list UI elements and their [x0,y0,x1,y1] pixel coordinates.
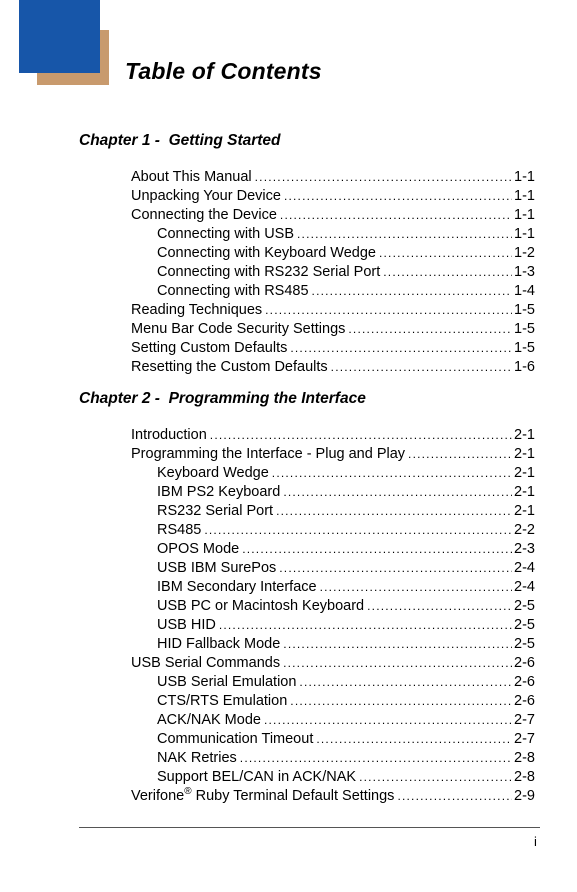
toc-entry[interactable] [157,635,535,654]
toc-entry-page: 2-4 [514,560,535,576]
toc-entry-label: OPOS Mode [157,541,240,557]
toc-entry-page: 2-6 [514,674,535,690]
toc-entry[interactable] [131,358,535,377]
toc-entry-page: 2-1 [514,484,535,500]
toc-entry[interactable] [157,263,535,282]
toc-entry-label: ACK/NAK Mode [157,712,261,728]
toc-entry-label: Connecting with Keyboard Wedge [157,245,376,261]
toc-entry-page: 1-5 [514,340,535,356]
toc-entry[interactable] [157,616,535,635]
toc-entry-label: IBM Secondary Interface [157,579,317,595]
toc-entry[interactable] [157,692,535,711]
toc-entry-label: CTS/RTS Emulation [157,693,288,709]
toc-entry-page: 2-9 [514,788,535,804]
toc-entry-label: Menu Bar Code Security Settings [131,321,346,337]
toc-entry[interactable] [157,483,535,502]
logo-blue-block [19,0,100,73]
toc-entry-page: 2-8 [514,769,535,785]
toc-entry-page: 2-7 [514,731,535,747]
toc-entry[interactable] [131,654,535,673]
toc-entry-label: USB PC or Macintosh Keyboard [157,598,365,614]
toc-entry[interactable] [131,301,535,320]
verifone-label: Verifone [131,788,185,804]
toc-entry-page: 1-1 [514,207,535,223]
toc-entry[interactable] [157,730,535,749]
toc-entry-label [131,787,394,806]
toc-entry-label: RS485 [157,522,202,538]
toc-entry-label: Communication Timeout [157,731,314,747]
toc-entry-label: Unpacking Your Device [131,188,281,204]
toc-entry-page: 2-6 [514,655,535,671]
toc-entry-label: Connecting with RS485 [157,283,309,299]
toc-entry-page: 2-3 [514,541,535,557]
toc-entry-label: Connecting with RS232 Serial Port [157,264,381,280]
toc-entry-page: 2-5 [514,598,535,614]
toc-entry-page: 2-5 [514,617,535,633]
toc-entry-label: USB Serial Commands [131,655,281,671]
toc-entry-label: Resetting the Custom Defaults [131,359,328,375]
toc-entry-page: 1-1 [514,188,535,204]
toc-entry-page: 1-1 [514,226,535,242]
toc-entry[interactable] [157,597,535,616]
toc-entry-page: 1-2 [514,245,535,261]
toc-entry-label: USB IBM SurePos [157,560,277,576]
toc-entry-page: 2-2 [514,522,535,538]
toc-entry-label: About This Manual [131,169,252,185]
toc-entry-label: RS232 Serial Port [157,503,274,519]
toc-entry[interactable] [157,540,535,559]
toc-entry[interactable] [157,464,535,483]
toc-entry[interactable] [131,206,535,225]
toc-entry[interactable] [131,339,535,358]
toc-entry[interactable] [131,787,535,806]
toc-entry[interactable] [157,244,535,263]
toc-entry[interactable] [131,426,535,445]
toc-entry-page: 2-1 [514,446,535,462]
toc-entry[interactable] [157,282,535,301]
toc-entry-page: 1-1 [514,169,535,185]
toc-entry-page: 1-6 [514,359,535,375]
toc-entry-page: 2-8 [514,750,535,766]
toc-entry[interactable] [131,168,535,187]
toc-entry[interactable] [157,749,535,768]
toc-entry[interactable] [157,578,535,597]
toc-entry-label: HID Fallback Mode [157,636,281,652]
verifone-label-suffix: Ruby Terminal Default Settings [191,788,395,804]
toc-entry-label: Connecting with USB [157,226,295,242]
toc-entry-label: Reading Techniques [131,302,263,318]
toc-entry-page: 2-1 [514,503,535,519]
toc-entry-page: 2-6 [514,693,535,709]
toc-entry[interactable] [157,502,535,521]
toc-entry-page: 2-4 [514,579,535,595]
toc-entry-page: 1-5 [514,321,535,337]
toc-entry-label: Keyboard Wedge [157,465,269,481]
toc-entry-page: 1-4 [514,283,535,299]
toc-entry-page: 1-5 [514,302,535,318]
chapter-2-heading: Chapter 2 - Programming the Interface [79,390,366,407]
toc-entry[interactable] [157,768,535,787]
toc-entry-page: 2-1 [514,465,535,481]
page-title: Table of Contents [125,58,322,84]
toc-entry-label: Programming the Interface - Plug and Play [131,446,406,462]
toc-entry[interactable] [131,187,535,206]
toc-entry-label: IBM PS2 Keyboard [157,484,281,500]
toc-entry-page: 2-5 [514,636,535,652]
chapter-1-heading: Chapter 1 - Getting Started [79,132,281,149]
toc-entry-label: Setting Custom Defaults [131,340,288,356]
toc-entry[interactable] [157,711,535,730]
toc-entry[interactable] [131,320,535,339]
toc-entry-label: USB Serial Emulation [157,674,297,690]
toc-entry[interactable] [157,521,535,540]
footer-divider [79,827,540,828]
toc-entry[interactable] [157,559,535,578]
toc-entry-page: 2-7 [514,712,535,728]
toc-entry[interactable] [157,673,535,692]
toc-entry-label: Connecting the Device [131,207,277,223]
toc-entry-page: 1-3 [514,264,535,280]
toc-entry[interactable] [131,445,535,464]
toc-entry-label: USB HID [157,617,216,633]
registered-mark: ® [184,786,192,798]
page-number: i [534,834,537,849]
toc-entry-label: NAK Retries [157,750,237,766]
toc-entry-page: 2-1 [514,427,535,443]
toc-entry[interactable] [157,225,535,244]
toc-entry-label: Introduction [131,427,207,443]
toc-entry-label: Support BEL/CAN in ACK/NAK [157,769,357,785]
